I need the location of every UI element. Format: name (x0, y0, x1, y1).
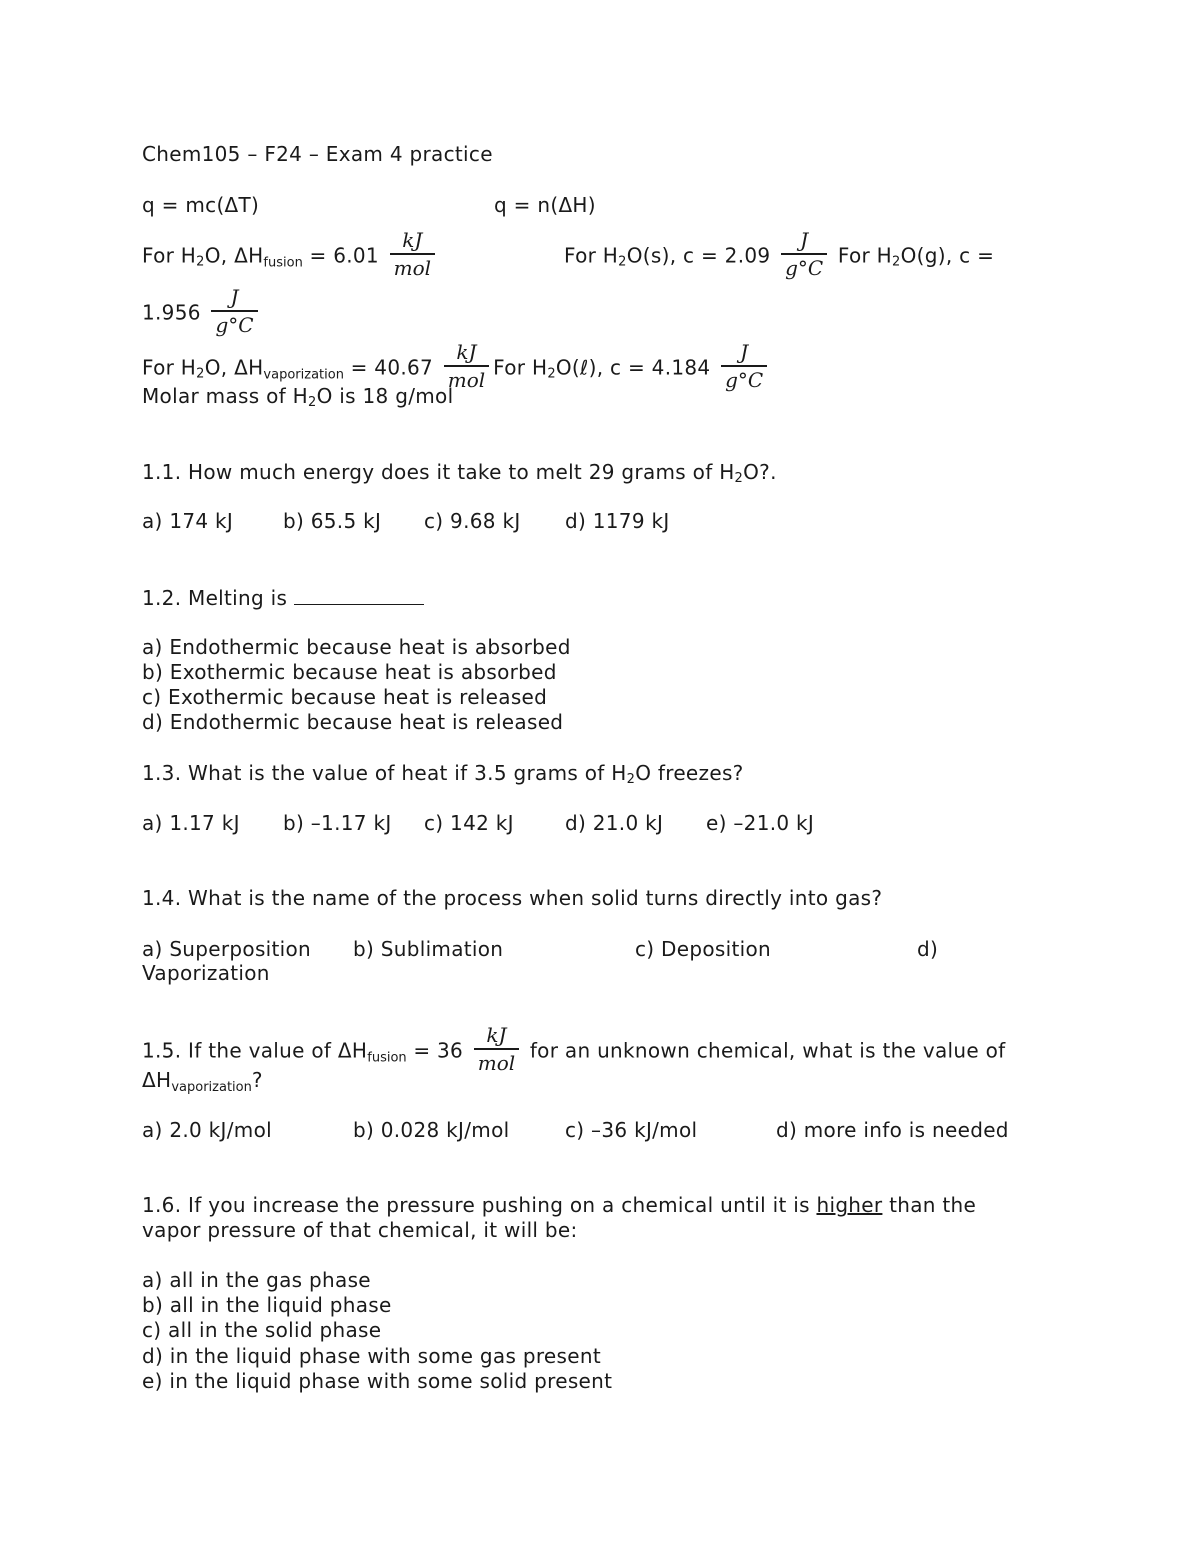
heat-equation: q = mc(ΔT) (142, 193, 260, 217)
q3-option-c: c) 142 kJ (424, 811, 514, 835)
q2-option-a: a) Endothermic because heat is absorbed (142, 635, 571, 659)
vaporization-constant: For $H_2O$, $\Delta H_{vaporization} = 40.67$ $\frac{kJ}{\text{mol}}$ For $H_2O(\ell)$, c = 4.184 $\frac{J}{g^\circ C}$ (142, 344, 771, 394)
question-1-6: 1.6. If you increase the pressure pushing on a chemical until it is higher than the (142, 1193, 977, 1217)
q5-option-a: a) 2.0 kJ/mol (142, 1118, 272, 1142)
q6-option-e: e) in the liquid phase with some solid present (142, 1369, 613, 1393)
q4-option-d-text: Vaporization (142, 961, 270, 985)
emphasis-underlined: higher (816, 1193, 883, 1217)
q5-option-d: d) more info is needed (776, 1118, 1009, 1142)
q6-option-d: d) in the liquid phase with some gas present (142, 1344, 601, 1368)
q6-option-c: c) all in the solid phase (142, 1318, 382, 1342)
question-1-2: 1.2. Melting is (142, 586, 424, 610)
question-1-5-line2: $\Delta H_{vaporization}$? (142, 1068, 263, 1095)
answer-blank (294, 586, 424, 605)
solid-heat-capacity: For $H_2O(s)$, c = 2.09 $\frac{J}{g^\circ C}$ For $H_2O(g)$, c = (564, 228, 995, 280)
q6-option-a: a) all in the gas phase (142, 1268, 371, 1292)
question-1-4: 1.4. What is the name of the process when solid turns directly into gas? (142, 886, 883, 910)
question-1-3: 1.3. What is the value of heat if 3.5 grams of $H_2O$ freezes? (142, 761, 744, 787)
q4-option-b: b) Sublimation (353, 937, 504, 961)
question-1-1: 1.1. How much energy does it take to melt 29 grams of $H_2O$?. (142, 460, 777, 486)
j-per-gc-fraction: $\frac{J}{g^\circ C}$ (781, 229, 827, 279)
q1-option-a: a) 174 kJ (142, 509, 234, 533)
enthalpy-equation: q = n(ΔH) (494, 193, 596, 217)
q4-option-c: c) Deposition (635, 937, 771, 961)
q6-option-b: b) all in the liquid phase (142, 1293, 392, 1317)
question-1-6-line2: vapor pressure of that chemical, it will be: (142, 1218, 578, 1242)
kj-per-mol-fraction: $\frac{kJ}{\text{mol}}$ (390, 229, 435, 279)
question-1-5: 1.5. If the value of $\Delta H_{fusion} = 36$ $\frac{kJ}{\text{mol}}$ for an unknown chemical, what is the value of (142, 1023, 1006, 1075)
q4-option-d: d) (917, 937, 939, 961)
q3-option-b: b) –1.17 kJ (283, 811, 392, 835)
kj-per-mol-fraction: $\frac{kJ}{\text{mol}}$ (444, 341, 489, 391)
fusion-constant: For $H_2O$, $\Delta H_{fusion} = 6.01$ $\frac{kJ}{\text{mol}}$ (142, 232, 439, 282)
q2-option-d: d) Endothermic because heat is released (142, 710, 564, 734)
q1-option-d: d) 1179 kJ (565, 509, 670, 533)
q5-option-c: c) –36 kJ/mol (565, 1118, 698, 1142)
q4-option-a: a) Superposition (142, 937, 312, 961)
q2-option-b: b) Exothermic because heat is absorbed (142, 660, 557, 684)
q1-option-c: c) 9.68 kJ (424, 509, 521, 533)
q3-option-d: d) 21.0 kJ (565, 811, 664, 835)
kj-per-mol-fraction: $\frac{kJ}{\text{mol}}$ (474, 1024, 519, 1074)
q3-option-a: a) 1.17 kJ (142, 811, 240, 835)
q2-option-c: c) Exothermic because heat is released (142, 685, 548, 709)
page-title: Chem105 – F24 – Exam 4 practice (142, 142, 493, 166)
q1-option-b: b) 65.5 kJ (283, 509, 382, 533)
q5-option-b: b) 0.028 kJ/mol (353, 1118, 510, 1142)
gas-heat-capacity-value: 1.956 $\frac{J}{g^\circ C}$ (142, 289, 262, 339)
molar-mass: Molar mass of $H_2O$ is 18 g/mol (142, 384, 454, 410)
j-per-gc-fraction: $\frac{J}{g^\circ C}$ (211, 286, 257, 336)
q3-option-e: e) –21.0 kJ (706, 811, 815, 835)
j-per-gc-fraction: $\frac{J}{g^\circ C}$ (721, 341, 767, 391)
